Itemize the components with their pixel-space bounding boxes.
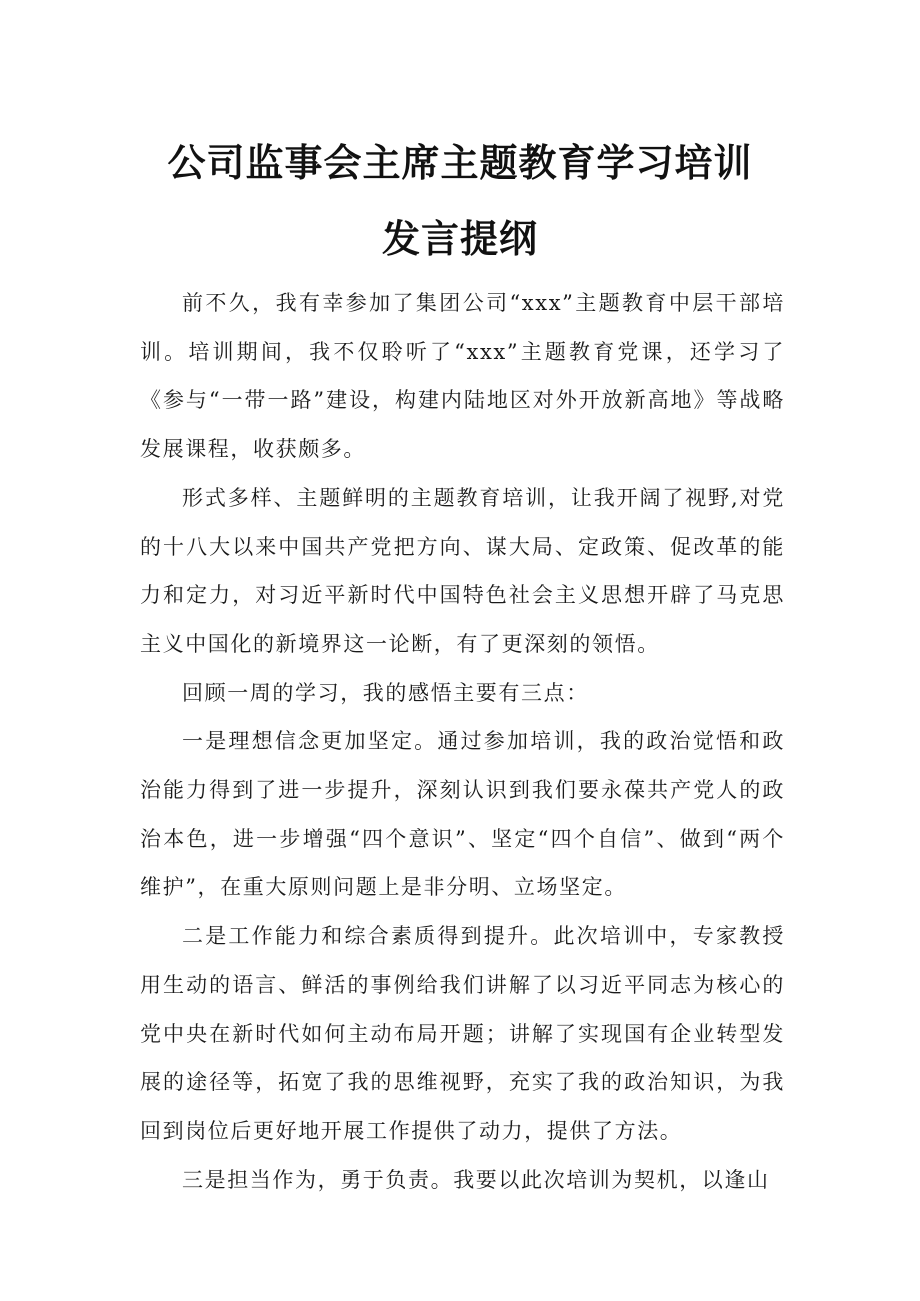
- document-title-line-1: 公司监事会主席主题教育学习培训: [167, 141, 753, 185]
- document-body: [140, 279, 785, 1204]
- paragraph-intro: 前不久，我有幸参加了集团公司“xxx”主题教育中层干部培训。培训期间，我不仅聆听了“xxx”主题教育党课，还学习了《参与“一带一路”建设，构建内陆地区对外开放新高地》等战略发展课程，收获颇多。: [140, 291, 785, 462]
- paragraph-reflection: 形式多样、主题鲜明的主题教育培训，让我开阔了视野,对党的十八大以来中国共产党把方向、谋大局、定政策、促改革的能力和定力，对习近平新时代中国特色社会主义思想开辟了马克思主义中国化的新境界这一论断，有了更深刻的领悟。: [140, 485, 785, 656]
- paragraph-point-one: 一是理想信念更加坚定。通过参加培训，我的政治觉悟和政治能力得到了进一步提升，深刻认识到我们要永葆共产党人的政治本色，进一步增强“四个意识”、坚定“四个自信”、做到“两个维护”，在重大原则问题上是非分明、立场坚定。: [140, 729, 785, 900]
- paragraph-summary-lead: 回顾一周的学习，我的感悟主要有三点：: [182, 680, 589, 705]
- paragraph-point-two: 二是工作能力和综合素质得到提升。此次培训中，专家教授用生动的语言、鲜活的事例给我们讲解了以习近平同志为核心的党中央在新时代如何主动布局开题；讲解了实现国有企业转型发展的途径等，拓宽了我的思维视野，充实了我的政治知识，为我回到岗位后更好地开展工作提供了动力，提供了方法。: [140, 924, 785, 1143]
- paragraph-point-three: 三是担当作为，勇于负责。我要以此次培训为契机，以逢山: [182, 1167, 770, 1192]
- document-title-line-2: 发言提纲: [381, 217, 538, 261]
